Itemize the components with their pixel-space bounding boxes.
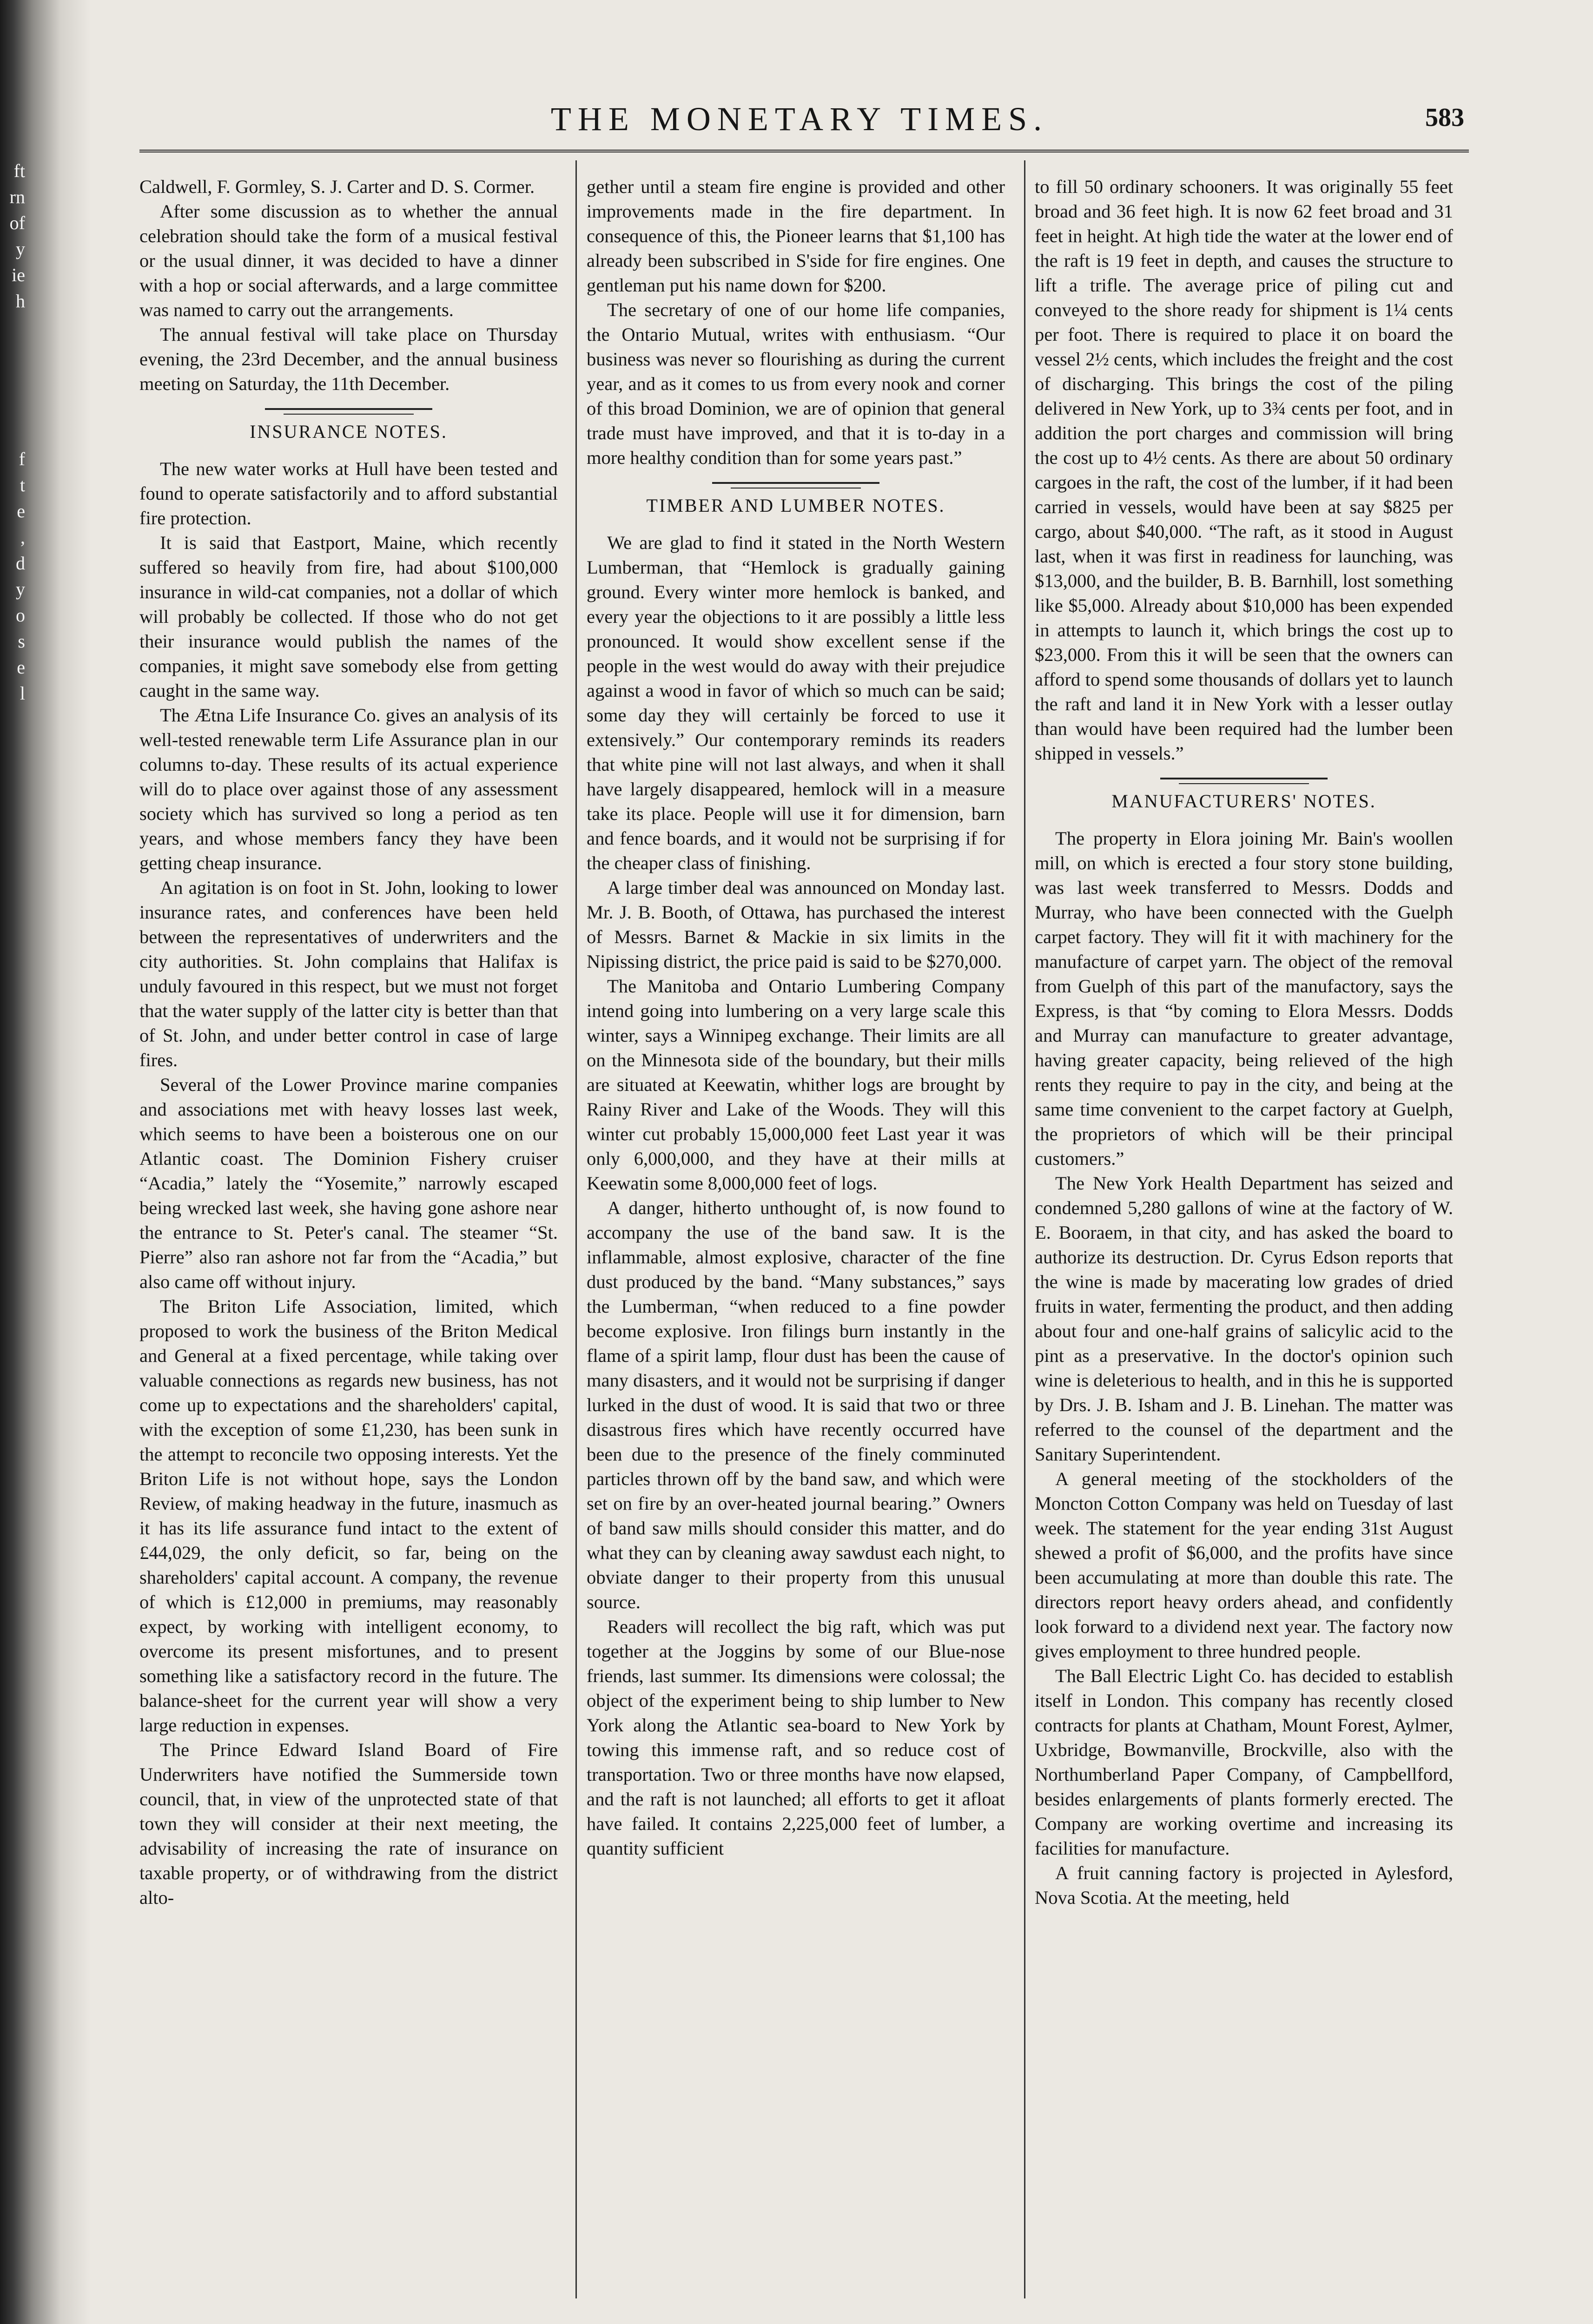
paragraph: to fill 50 ordinary schooners. It was originally 55 feet broad and 36 feet high. It is now 62 feet broad and 31 feet in height. At high tide the water at the lower end of the raft is 19 feet in depth, and causes the structure to lift a trifle. The average price of piling cut and conveyed to the shore ready for shipment is 1¼ cents per foot. There is required to place it on board the vessel 2½ cents, which includes the freight and the cost of discharging. This brings the cost of the piling delivered in New York, up to 3¾ cents per foot, and in addition the port charges and commission will bring the cost up to 4½ cents. As there are about 50 ordinary cargoes in the raft, the cost of the lumber, if it had been carried in vessels, would have been at say $825 per cargo, about $40,000. “The raft, as it stood in August last, when it was first in readiness for launching, was $13,000, and the builder, B. B. Barnhill, lost something like $5,000. Already about $10,000 has been expended in attempts to launch it, which brings the cost up to $23,000. From this it will be seen that the owners can afford to spend some thousands of dollars yet to launch the raft and land it in New York with a lesser outlay than would have been required had the lumber been shipped in vessels.”	[1035, 176, 1453, 764]
gutter-fragment: d	[16, 553, 25, 574]
gutter-fragment: e	[17, 501, 25, 522]
gutter-fragment: h	[16, 290, 25, 311]
paragraph: The Ball Electric Light Co. has decided to establish itself in London. This company has recently closed contracts for plants at Chatham, Mount Forest, Aylmer, Uxbridge, Bowmanville, Brockville, also with the Northumberland Paper Company, of Campbellford, besides enlargements of plants formerly erected. The Company are working overtime and increasing its facilities for manufacture.	[1035, 1665, 1453, 1859]
gutter-fragment: of	[9, 212, 25, 233]
gutter-fragment: t	[20, 475, 25, 495]
gutter-fragment: ie	[12, 264, 25, 285]
paragraph: The New York Health Department has seized and condemned 5,280 gallons of wine at the factory of W. E. Booraem, in that city, and has asked the board to authorize its destruction. Dr. Cyrus Edson reports that the wine is made by macerating low grades of dried fruits in water, fermenting the product, and then adding about four and one-half grains of salicylic acid to the pint as a preservative. In the doctor's opinion such wine is deleterious to health, and in this he is supported by Drs. J. B. Isham and J. B. Linehan. The matter was referred to the counsel of the department and the Sanitary Superintendent.	[1035, 1173, 1453, 1465]
section-separator	[265, 408, 432, 410]
paragraph: Several of the Lower Province marine companies and associations met with heavy losses last week, which seems to have been a boisterous one on our Atlantic coast. The Dominion Fishery cruiser “Acadia,” lately the “Yosemite,” narrowly escaped being wrecked last week, she having gone ashore near the entrance to St. Peter's canal. The steamer “St. Pierre” also ran ashore not far from the “Acadia,” but also came off without injury.	[139, 1074, 558, 1292]
paragraph: Readers will recollect the big raft, which was put together at the Joggins by some of our Blue-nose friends, last summer. Its dimensions were colossal; the object of the experiment being to ship lumber to New York along the Atlantic sea-board to New York by towing this immense raft, and so reduce cost of transportation. Two or three months have now elapsed, and the raft is not launched; all efforts to get it afloat have failed. It contains 2,225,000 feet of lumber, a quantity sufficient	[587, 1616, 1005, 1859]
page-header	[135, 100, 1464, 146]
paragraph: A general meeting of the stockholders of the Moncton Cotton Company was held on Tuesday of last week. The statement for the year ending 31st August shewed a profit of $6,000, and the profits have since been accumulating at more than double this rate. The directors report heavy orders ahead, and confidently look forward to a dividend next year. The factory now gives employment to three hundred people.	[1035, 1468, 1453, 1662]
paragraph: The secretary of one of our home life companies, the Ontario Mutual, writes with enthusiasm. “Our business was never so flourishing as during the current year, and as it comes to us from every nook and corner of this broad Dominion, we are of opinion that general trade must have improved, and that it is to-day in a more healthy condition than for some years past.”	[587, 299, 1005, 468]
paragraph: A large timber deal was announced on Monday last. Mr. J. B. Booth, of Ottawa, has purchased the interest of Messrs. Barnet & Mackie in six limits in the Nipissing district, the price paid is said to be $270,000.	[587, 877, 1005, 972]
paragraph: A danger, hitherto unthought of, is now found to accompany the use of the band saw. It is the inflammable, almost explosive, character of the fine dust produced by the band. “Many substances,” says the Lumberman, “when reduced to a fine powder become explosive. Iron filings burn instantly in the flame of a spirit lamp, flour dust has been the cause of many disasters, and it would not be surprising if danger lurked in the dust of wood. It is said that two or three disastrous fires which have recently occurred have been due to the presence of the finely comminuted particles thrown off by the band saw, and which were set on fire by an over-heated journal bearing.” Owners of band saw mills should consider this matter, and do what they can by cleaning away sawdust each night, to obviate danger to their property from this unusual source.	[587, 1197, 1005, 1612]
column-3	[1035, 174, 1453, 2303]
gutter-fragment: y	[16, 238, 25, 259]
paragraph: It is said that Eastport, Maine, which recently suffered so heavily from fire, had about $100,000 insurance in wild-cat companies, not a dollar of which will probably be collected. If those who do not get their insurance would publish the names of the companies, it might save somebody else from getting caught in the same way.	[139, 532, 558, 701]
section-heading-timber: TIMBER AND LUMBER NOTES.	[646, 495, 945, 516]
binding-gutter	[0, 0, 91, 2324]
paragraph: An agitation is on foot in St. John, looking to lower insurance rates, and conferences have been held between the representatives of underwriters and the city authorities. St. John complains that Halifax is unduly favoured in this respect, but we must not forget that the water supply of the latter city is better than that of St. John, and under better control in case of large fires.	[139, 877, 558, 1070]
paragraph: After some discussion as to whether the annual celebration should take the form of a musical festival or the usual dinner, it was decided to have a dinner with a hop or social afterwards, and a large committee was named to carry out the arrangements.	[139, 201, 558, 320]
column-1	[139, 174, 558, 2303]
section-separator	[1160, 778, 1328, 779]
gutter-fragment: e	[17, 657, 25, 678]
gutter-fragment: rn	[9, 186, 25, 207]
gutter-fragment: o	[16, 605, 25, 626]
paragraph: The new water works at Hull have been tested and found to operate satisfactorily and to afford substantial fire protection.	[139, 458, 558, 528]
page-number: 583	[1425, 103, 1464, 132]
header-rule	[139, 150, 1469, 152]
section-heading-insurance: INSURANCE NOTES.	[250, 421, 448, 442]
masthead-title: THE MONETARY TIMES.	[550, 100, 1049, 138]
paragraph: The property in Elora joining Mr. Bain's woollen mill, on which is erected a four story stone building, was last week transferred to Messrs. Dodds and Murray, who have been connected with the Guelph carpet factory. They will fit it with machinery for the manufacture of carpet yarn. The object of the removal from Guelph of this part of the manufactory, says the Express, is that “by coming to Elora Messrs. Dodds and Murray can manufacture to greater advantage, having greater capacity, being relieved of the high rents they require to pay in the city, and being at the same time convenient to the carpet factory at Guelph, the proprietors of which will be their principal customers.”	[1035, 828, 1453, 1169]
gutter-fragment: ft	[13, 160, 25, 181]
gutter-text-fragments-lower	[3, 446, 25, 706]
paragraph: The Manitoba and Ontario Lumbering Company intend going into lumbering on a very large scale this winter, says a Winnipeg exchange. Their limits are all on the Minnesota side of the boundary, but their mills are situated at Keewatin, whither logs are brought by Rainy River and Lake of the Woods. They will this winter cut probably 15,000,000 feet Last year it was only 6,000,000, and they have at their mills at Keewatin some 8,000,000 feet of logs.	[587, 976, 1005, 1194]
gutter-fragment: f	[19, 449, 25, 469]
paragraph: Caldwell, F. Gormley, S. J. Carter and D. S. Cormer.	[139, 176, 535, 197]
gutter-text-fragments	[3, 158, 25, 314]
paragraph: The Ætna Life Insurance Co. gives an analysis of its well-tested renewable term Life Assurance plan in our columns to-day. These results of its actual experience will do to place over against those of any assessment society which has survived so long a period as ten years, and whose members fancy they have been getting cheap insurance.	[139, 705, 558, 873]
gutter-fragment: ,	[20, 527, 25, 548]
gutter-fragment: l	[20, 683, 25, 704]
paragraph: gether until a steam fire engine is provided and other improvements made in the fire department. In consequence of this, the Pioneer learns that $1,100 has already been subscribed in S'side for fire engines. One gentleman put his name down for $200.	[587, 176, 1005, 296]
paragraph: The annual festival will take place on Thursday evening, the 23rd December, and the annual business meeting on Saturday, the 11th December.	[139, 324, 558, 394]
gutter-fragment: s	[18, 631, 25, 652]
paragraph: The Briton Life Association, limited, which proposed to work the business of the Briton Medical and General at a fixed percentage, while taking over valuable connections as regards new business, has not come up to expectations and the shareholders' capital, with the exception of some £1,230, has been sunk in the attempt to reconcile two opposing interests. Yet the Briton Life is not without hope, says the London Review, of making headway in the future, inasmuch as it has its life assurance fund intact to the extent of £44,029, the only deficit, so far, being on the shareholders' capital account. A company, the revenue of which is £12,000 in premiums, may reasonably expect, by working with intelligent economy, to overcome its present misfortunes, and to present something like a satisfactory record in the future. The balance-sheet for the current year will show a very large reduction in expenses.	[139, 1296, 558, 1736]
section-heading-manufacturers: MANUFACTURERS' NOTES.	[1111, 791, 1376, 812]
paragraph: A fruit canning factory is projected in Aylesford, Nova Scotia. At the meeting, held	[1035, 1862, 1453, 1908]
column-divider	[575, 160, 577, 2298]
paragraph: We are glad to find it stated in the North Western Lumberman, that “Hemlock is gradually gaining ground. Every winter more hemlock is banked, and every year the objections to it are possibly a little less pronounced. It would show excellent sense if the people in the west would do away with their prejudice against a wood in favor of which so much can be said; some day they will certainly be forced to use it extensively.” Our contemporary reminds its readers that white pine will not last always, and when it shall have largely disappeared, hemlock will in a measure take its place. People will use it for dimension, barn and fence boards, and it would not be surprising if for the cheaper class of finishing.	[587, 532, 1005, 873]
column-divider	[1024, 160, 1025, 2298]
column-2	[587, 174, 1005, 2303]
section-separator	[712, 482, 879, 484]
gutter-fragment: y	[16, 579, 25, 600]
paragraph: The Prince Edward Island Board of Fire Underwriters have notified the Summerside town council, that, in view of the unprotected state of that town they will consider at their next meeting, the advisability of increasing the rate of insurance on taxable property, or of withdrawing from the district alto-	[139, 1739, 558, 1908]
